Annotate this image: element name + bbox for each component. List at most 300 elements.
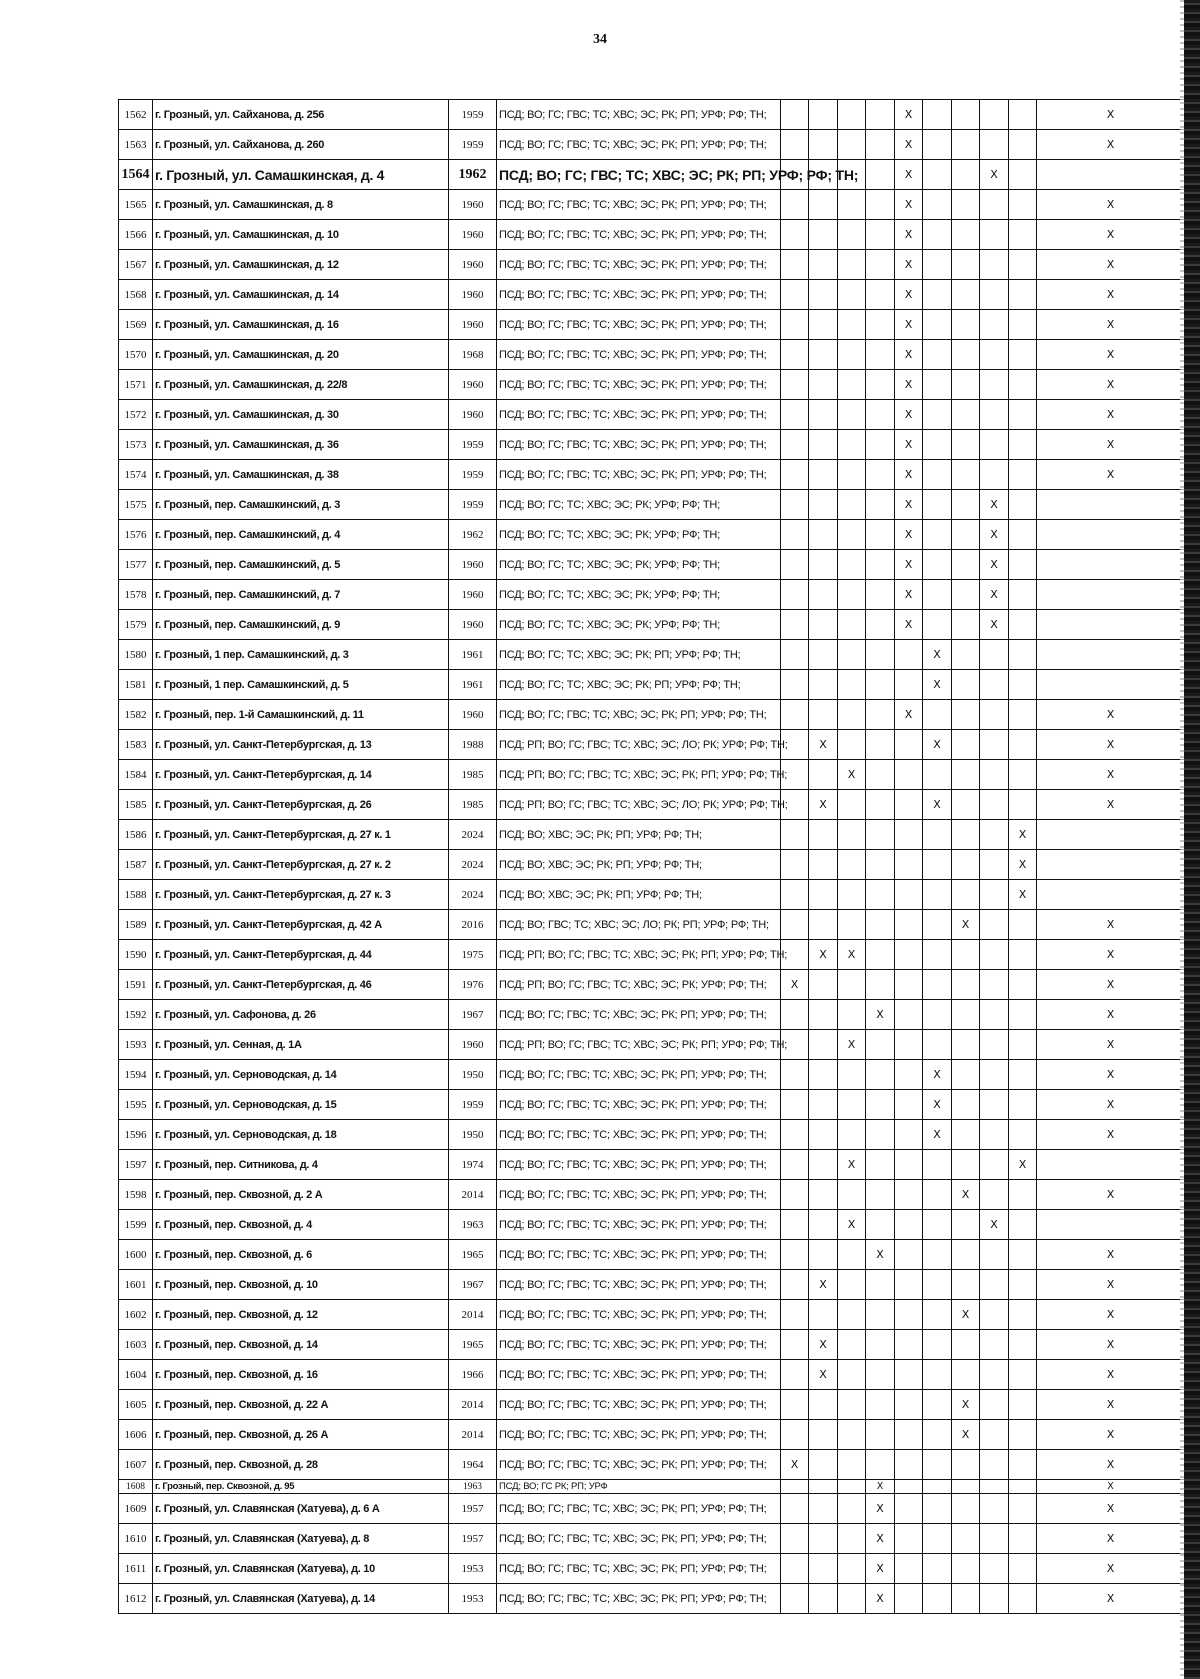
row-mark-cell [866, 730, 895, 760]
row-mark-cell [838, 790, 866, 820]
row-mark-cell [809, 1060, 838, 1090]
row-works-list: ПСД; ВО; ГС; ТС; ХВС; ЭС; РК; РП; УРФ; РФ; ТН; [497, 640, 781, 670]
row-mark-cell [952, 640, 980, 670]
row-mark-cell [952, 1524, 980, 1554]
row-mark-cell [980, 1150, 1009, 1180]
row-address: г. Грозный, ул. Самашкинская, д. 10 [153, 220, 449, 250]
row-mark-cell [809, 1000, 838, 1030]
row-mark-cell [923, 100, 952, 130]
row-mark-cell [923, 850, 952, 880]
row-address: г. Грозный, пер. Сквозной, д. 10 [153, 1270, 449, 1300]
row-number: 1568 [119, 280, 153, 310]
row-mark-cell [895, 1480, 923, 1494]
table-row [119, 910, 1185, 940]
row-mark-cell [952, 460, 980, 490]
row-works-list: ПСД; ВО; ГС; ГВС; ТС; ХВС; ЭС; РК; РП; УРФ; РФ; ТН; [497, 700, 781, 730]
row-year: 1963 [449, 1480, 497, 1494]
row-address: г. Грозный, пер. Сквозной, д. 26 А [153, 1420, 449, 1450]
row-year: 1950 [449, 1120, 497, 1150]
row-mark-cell [1009, 700, 1037, 730]
row-mark-cell [781, 460, 809, 490]
row-mark-cell [923, 1480, 952, 1494]
row-mark-cell [781, 1524, 809, 1554]
row-address: г. Грозный, пер. Самашкинский, д. 9 [153, 610, 449, 640]
row-mark-cell: X [866, 1524, 895, 1554]
row-mark-cell [895, 1060, 923, 1090]
row-mark-cell [1009, 1360, 1037, 1390]
row-year: 1957 [449, 1494, 497, 1524]
row-mark-cell: X [923, 730, 952, 760]
row-number: 1580 [119, 640, 153, 670]
row-mark-cell [838, 1480, 866, 1494]
row-number: 1566 [119, 220, 153, 250]
row-mark-cell [838, 730, 866, 760]
row-mark-cell [980, 1494, 1009, 1524]
row-mark-cell: X [980, 520, 1009, 550]
row-year: 2024 [449, 820, 497, 850]
table-row [119, 1494, 1185, 1524]
row-mark-cell [866, 130, 895, 160]
row-mark-cell [809, 520, 838, 550]
row-mark-cell: X [1037, 1030, 1185, 1060]
row-address: г. Грозный, ул. Самашкинская, д. 22/8 [153, 370, 449, 400]
row-address: г. Грозный, ул. Санкт-Петербургская, д. 27 к. 1 [153, 820, 449, 850]
row-number: 1591 [119, 970, 153, 1000]
row-year: 1960 [449, 610, 497, 640]
row-works-list: ПСД; ВО; ГС; ГВС; ТС; ХВС; ЭС; РК; РП; УРФ; РФ; ТН; [497, 250, 781, 280]
row-mark-cell: X [895, 430, 923, 460]
row-mark-cell: X [1037, 1090, 1185, 1120]
row-mark-cell [923, 1584, 952, 1614]
row-address: г. Грозный, ул. Сайханова, д. 260 [153, 130, 449, 160]
row-mark-cell [980, 1330, 1009, 1360]
row-mark-cell: X [980, 580, 1009, 610]
row-mark-cell [838, 1270, 866, 1300]
row-address: г. Грозный, пер. Самашкинский, д. 3 [153, 490, 449, 520]
row-works-list: ПСД; ВО; ГС; ТС; ХВС; ЭС; РК; УРФ; РФ; ТН; [497, 520, 781, 550]
row-mark-cell [952, 1360, 980, 1390]
row-mark-cell [923, 280, 952, 310]
table-row [119, 1210, 1185, 1240]
row-mark-cell [866, 670, 895, 700]
row-mark-cell [866, 340, 895, 370]
row-mark-cell: X [1037, 790, 1185, 820]
row-mark-cell [838, 910, 866, 940]
table-row [119, 1330, 1185, 1360]
row-mark-cell: X [1037, 460, 1185, 490]
row-mark-cell: X [952, 1390, 980, 1420]
row-mark-cell [980, 670, 1009, 700]
row-mark-cell [952, 1120, 980, 1150]
row-mark-cell: X [895, 220, 923, 250]
row-mark-cell [980, 220, 1009, 250]
row-mark-cell [980, 1300, 1009, 1330]
row-mark-cell [866, 910, 895, 940]
row-mark-cell [923, 1524, 952, 1554]
row-mark-cell [809, 220, 838, 250]
row-mark-cell [923, 910, 952, 940]
row-mark-cell [781, 400, 809, 430]
row-mark-cell [952, 850, 980, 880]
row-mark-cell [838, 1090, 866, 1120]
row-number: 1592 [119, 1000, 153, 1030]
row-mark-cell [895, 1180, 923, 1210]
row-works-list: ПСД; ВО; ГС; ГВС; ТС; ХВС; ЭС; РК; РП; УРФ; РФ; ТН; [497, 1300, 781, 1330]
row-year: 1961 [449, 670, 497, 700]
row-mark-cell [1009, 670, 1037, 700]
row-mark-cell [781, 130, 809, 160]
row-mark-cell: X [1037, 1300, 1185, 1330]
row-mark-cell [809, 400, 838, 430]
row-mark-cell [781, 670, 809, 700]
row-mark-cell [923, 1330, 952, 1360]
row-mark-cell [866, 1450, 895, 1480]
row-address: г. Грозный, ул. Санкт-Петербургская, д. 42 А [153, 910, 449, 940]
row-mark-cell [952, 1150, 980, 1180]
row-mark-cell [1037, 820, 1185, 850]
table-row [119, 1480, 1185, 1494]
row-mark-cell: X [1009, 880, 1037, 910]
row-mark-cell: X [838, 760, 866, 790]
row-works-list: ПСД; ВО; ГС; ТС; ХВС; ЭС; РК; УРФ; РФ; ТН; [497, 580, 781, 610]
row-mark-cell [952, 790, 980, 820]
row-mark-cell [781, 1554, 809, 1584]
row-address: г. Грозный, пер. Сквозной, д. 4 [153, 1210, 449, 1240]
row-works-list: ПСД; ВО; ГВС; ТС; ХВС; ЭС; ЛО; РК; РП; УРФ; РФ; ТН; [497, 910, 781, 940]
row-mark-cell [838, 820, 866, 850]
row-number: 1588 [119, 880, 153, 910]
row-mark-cell: X [838, 1150, 866, 1180]
row-mark-cell [866, 430, 895, 460]
row-mark-cell [980, 970, 1009, 1000]
row-mark-cell: X [1037, 1390, 1185, 1420]
table-row [119, 940, 1185, 970]
row-mark-cell [838, 1330, 866, 1360]
row-mark-cell [809, 370, 838, 400]
row-mark-cell: X [923, 790, 952, 820]
row-mark-cell: X [1037, 1120, 1185, 1150]
row-mark-cell [980, 1360, 1009, 1390]
row-mark-cell [923, 580, 952, 610]
row-mark-cell [1037, 160, 1185, 190]
table-row [119, 130, 1185, 160]
row-mark-cell [781, 280, 809, 310]
row-mark-cell [895, 970, 923, 1000]
row-mark-cell [866, 640, 895, 670]
row-mark-cell [1009, 520, 1037, 550]
row-mark-cell [838, 100, 866, 130]
row-year: 1964 [449, 1450, 497, 1480]
row-mark-cell [895, 940, 923, 970]
row-mark-cell [809, 640, 838, 670]
row-year: 1959 [449, 130, 497, 160]
row-mark-cell: X [895, 490, 923, 520]
row-mark-cell [781, 910, 809, 940]
row-mark-cell [866, 760, 895, 790]
row-mark-cell [781, 490, 809, 520]
row-works-list: ПСД; ВО; ГС; ГВС; ТС; ХВС; ЭС; РК; РП; УРФ; РФ; ТН; [497, 1494, 781, 1524]
row-address: г. Грозный, ул. Серноводская, д. 15 [153, 1090, 449, 1120]
row-mark-cell: X [895, 280, 923, 310]
row-mark-cell: X [1037, 1330, 1185, 1360]
row-year: 2014 [449, 1300, 497, 1330]
row-mark-cell [781, 430, 809, 460]
row-works-list: ПСД; ВО; ГС; ГВС; ТС; ХВС; ЭС; РК; РП; УРФ; РФ; ТН; [497, 160, 781, 190]
row-mark-cell [838, 520, 866, 550]
row-mark-cell [838, 1180, 866, 1210]
row-mark-cell [809, 1390, 838, 1420]
row-number: 1569 [119, 310, 153, 340]
row-mark-cell: X [923, 1090, 952, 1120]
row-number: 1604 [119, 1360, 153, 1390]
row-address: г. Грозный, ул. Серноводская, д. 18 [153, 1120, 449, 1150]
row-mark-cell [866, 1330, 895, 1360]
row-mark-cell [1009, 130, 1037, 160]
row-mark-cell [866, 580, 895, 610]
row-mark-cell: X [895, 700, 923, 730]
row-number: 1603 [119, 1330, 153, 1360]
row-mark-cell [952, 340, 980, 370]
row-mark-cell: X [952, 1300, 980, 1330]
row-mark-cell [1009, 1270, 1037, 1300]
row-works-list: ПСД; ВО; ГС; ГВС; ТС; ХВС; ЭС; РК; РП; УРФ; РФ; ТН; [497, 1120, 781, 1150]
row-works-list: ПСД; ВО; ГС; ТС; ХВС; ЭС; РК; РП; УРФ; РФ; ТН; [497, 670, 781, 700]
table-row [119, 1360, 1185, 1390]
row-mark-cell: X [866, 1584, 895, 1614]
row-mark-cell [923, 520, 952, 550]
row-mark-cell [1009, 1240, 1037, 1270]
row-mark-cell [838, 1524, 866, 1554]
row-year: 2014 [449, 1390, 497, 1420]
row-works-list: ПСД; ВО; ГС; ГВС; ТС; ХВС; ЭС; РК; РП; УРФ; РФ; ТН; [497, 1270, 781, 1300]
row-year: 1953 [449, 1554, 497, 1584]
row-mark-cell [952, 400, 980, 430]
row-mark-cell [923, 190, 952, 220]
row-mark-cell [895, 1554, 923, 1584]
row-mark-cell [1037, 550, 1185, 580]
row-mark-cell [866, 1210, 895, 1240]
registry-rows [119, 100, 1185, 1614]
table-row [119, 1000, 1185, 1030]
row-mark-cell [838, 190, 866, 220]
row-mark-cell: X [895, 250, 923, 280]
row-number: 1593 [119, 1030, 153, 1060]
row-year: 1960 [449, 700, 497, 730]
row-mark-cell [809, 760, 838, 790]
row-mark-cell [980, 1120, 1009, 1150]
row-works-list: ПСД; ВО; ГС; ГВС; ТС; ХВС; ЭС; РК; РП; УРФ; РФ; ТН; [497, 1240, 781, 1270]
row-mark-cell: X [952, 910, 980, 940]
row-mark-cell: X [895, 310, 923, 340]
row-address: г. Грозный, пер. 1-й Самашкинский, д. 11 [153, 700, 449, 730]
table-row [119, 880, 1185, 910]
row-mark-cell [1037, 850, 1185, 880]
row-mark-cell: X [980, 1210, 1009, 1240]
row-mark-cell [809, 1480, 838, 1494]
row-number: 1602 [119, 1300, 153, 1330]
row-mark-cell [866, 1390, 895, 1420]
row-mark-cell [980, 1090, 1009, 1120]
row-number: 1567 [119, 250, 153, 280]
row-mark-cell [809, 1584, 838, 1614]
row-address: г. Грозный, ул. Санкт-Петербургская, д. 27 к. 2 [153, 850, 449, 880]
row-year: 1960 [449, 250, 497, 280]
row-number: 1608 [119, 1480, 153, 1494]
row-mark-cell [923, 700, 952, 730]
row-mark-cell [980, 700, 1009, 730]
row-mark-cell [1009, 1060, 1037, 1090]
table-row [119, 1300, 1185, 1330]
row-mark-cell [980, 1270, 1009, 1300]
row-mark-cell [923, 760, 952, 790]
row-mark-cell [838, 430, 866, 460]
row-mark-cell [809, 310, 838, 340]
row-mark-cell [1037, 640, 1185, 670]
row-mark-cell [952, 550, 980, 580]
row-works-list: ПСД; ВО; ГС РК; РП; УРФ [497, 1480, 781, 1494]
row-year: 2016 [449, 910, 497, 940]
row-mark-cell [781, 1270, 809, 1300]
row-mark-cell [952, 670, 980, 700]
row-mark-cell [952, 1030, 980, 1060]
row-mark-cell [866, 190, 895, 220]
row-address: г. Грозный, ул. Санкт-Петербургская, д. 14 [153, 760, 449, 790]
row-mark-cell [980, 910, 1009, 940]
row-mark-cell [866, 1030, 895, 1060]
row-number: 1606 [119, 1420, 153, 1450]
row-mark-cell: X [1009, 820, 1037, 850]
row-year: 1960 [449, 310, 497, 340]
row-mark-cell: X [809, 940, 838, 970]
row-mark-cell [952, 730, 980, 760]
row-mark-cell [895, 1360, 923, 1390]
row-mark-cell [1037, 880, 1185, 910]
row-mark-cell: X [1037, 1060, 1185, 1090]
row-year: 1988 [449, 730, 497, 760]
row-mark-cell: X [866, 1480, 895, 1494]
row-mark-cell [952, 970, 980, 1000]
row-number: 1599 [119, 1210, 153, 1240]
row-mark-cell [866, 370, 895, 400]
row-mark-cell [781, 1000, 809, 1030]
row-mark-cell [1037, 490, 1185, 520]
row-mark-cell [781, 1584, 809, 1614]
row-mark-cell [838, 490, 866, 520]
row-mark-cell [781, 850, 809, 880]
row-number: 1587 [119, 850, 153, 880]
table-row [119, 340, 1185, 370]
row-number: 1583 [119, 730, 153, 760]
row-works-list: ПСД; ВО; ГС; ГВС; ТС; ХВС; ЭС; РК; РП; УРФ; РФ; ТН; [497, 1180, 781, 1210]
row-mark-cell: X [1037, 940, 1185, 970]
row-mark-cell [895, 1524, 923, 1554]
row-address: г. Грозный, ул. Самашкинская, д. 36 [153, 430, 449, 460]
row-address: г. Грозный, ул. Самашкинская, д. 20 [153, 340, 449, 370]
row-mark-cell [952, 1000, 980, 1030]
row-year: 1966 [449, 1360, 497, 1390]
row-mark-cell [895, 1420, 923, 1450]
scan-edge-shadow [1184, 0, 1200, 1679]
row-mark-cell [980, 250, 1009, 280]
row-works-list: ПСД; РП; ВО; ГС; ГВС; ТС; ХВС; ЭС; РК; УРФ; РФ; ТН; [497, 970, 781, 1000]
row-mark-cell [895, 760, 923, 790]
row-mark-cell [866, 1090, 895, 1120]
row-mark-cell [923, 130, 952, 160]
row-year: 1974 [449, 1150, 497, 1180]
row-mark-cell: X [1037, 1494, 1185, 1524]
row-number: 1565 [119, 190, 153, 220]
row-mark-cell [923, 400, 952, 430]
row-mark-cell [781, 1360, 809, 1390]
row-mark-cell: X [980, 550, 1009, 580]
row-address: г. Грозный, ул. Серноводская, д. 14 [153, 1060, 449, 1090]
table-row [119, 970, 1185, 1000]
row-mark-cell [952, 610, 980, 640]
row-number: 1594 [119, 1060, 153, 1090]
row-number: 1586 [119, 820, 153, 850]
row-mark-cell [923, 1000, 952, 1030]
row-mark-cell [1009, 430, 1037, 460]
row-year: 1960 [449, 370, 497, 400]
row-year: 1967 [449, 1270, 497, 1300]
row-mark-cell [781, 1494, 809, 1524]
row-mark-cell [1009, 190, 1037, 220]
row-mark-cell [809, 1090, 838, 1120]
row-mark-cell [1009, 340, 1037, 370]
row-mark-cell [923, 220, 952, 250]
row-year: 1967 [449, 1000, 497, 1030]
row-mark-cell: X [1037, 1180, 1185, 1210]
row-mark-cell [923, 1554, 952, 1584]
row-mark-cell: X [1037, 430, 1185, 460]
row-address: г. Грозный, пер. Сквозной, д. 22 А [153, 1390, 449, 1420]
row-number: 1600 [119, 1240, 153, 1270]
row-mark-cell [923, 250, 952, 280]
row-mark-cell: X [1037, 1240, 1185, 1270]
row-mark-cell [1009, 370, 1037, 400]
table-row [119, 610, 1185, 640]
table-row [119, 640, 1185, 670]
row-address: г. Грозный, ул. Самашкинская, д. 30 [153, 400, 449, 430]
row-mark-cell [952, 430, 980, 460]
row-mark-cell [838, 310, 866, 340]
row-mark-cell [809, 1450, 838, 1480]
row-year: 1960 [449, 280, 497, 310]
row-mark-cell [809, 1494, 838, 1524]
row-address: г. Грозный, ул. Славянская (Хатуева), д. 6 А [153, 1494, 449, 1524]
row-mark-cell [781, 1090, 809, 1120]
row-mark-cell [1009, 970, 1037, 1000]
row-address: г. Грозный, ул. Санкт-Петербургская, д. 46 [153, 970, 449, 1000]
table-row [119, 190, 1185, 220]
row-mark-cell [781, 1480, 809, 1494]
row-mark-cell [809, 700, 838, 730]
row-mark-cell [781, 1210, 809, 1240]
row-mark-cell [809, 340, 838, 370]
row-mark-cell [952, 190, 980, 220]
row-mark-cell [781, 820, 809, 850]
row-year: 1960 [449, 1030, 497, 1060]
row-address: г. Грозный, ул. Самашкинская, д. 16 [153, 310, 449, 340]
row-mark-cell [895, 1090, 923, 1120]
table-row [119, 1150, 1185, 1180]
row-number: 1584 [119, 760, 153, 790]
row-address: г. Грозный, ул. Санкт-Петербургская, д. 27 к. 3 [153, 880, 449, 910]
row-mark-cell [809, 850, 838, 880]
row-mark-cell: X [1037, 280, 1185, 310]
table-row [119, 1554, 1185, 1584]
row-mark-cell [866, 1300, 895, 1330]
